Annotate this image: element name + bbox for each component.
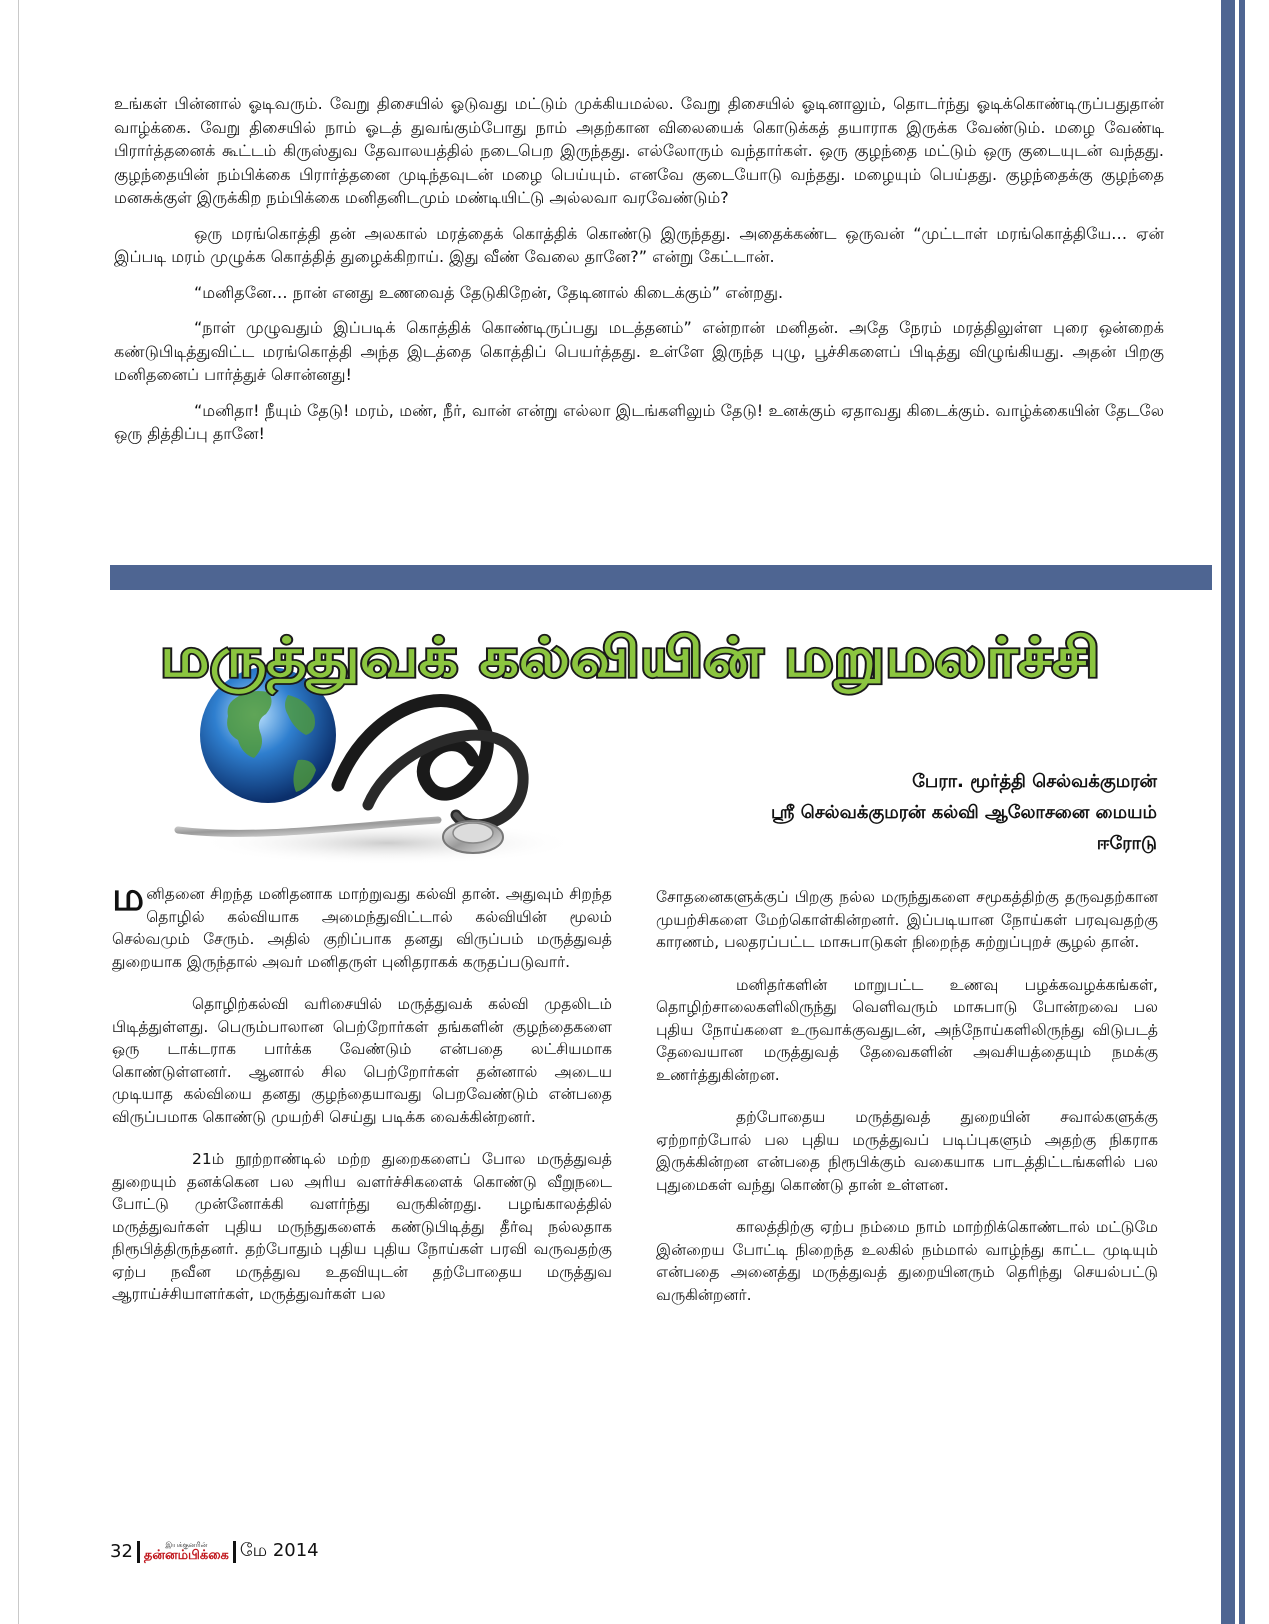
story-paragraph: “மனிதனே… நான் எனது உணவைத் தேடுகிறேன், தேடினால் கிடைக்கும்” என்றது. xyxy=(194,282,784,302)
story-paragraph: “மனிதா! நீயும் தேடு! மரம், மண், நீர், வான் என்று எல்லா இடங்களிலும் தேடு! உனக்கும் ஏதாவது கிடைக்கும். வாழ்க்கையின் தேடலே ஒரு தித்திப்பு தானே! xyxy=(114,400,1164,443)
footer-divider xyxy=(137,1541,140,1563)
page-left-rule xyxy=(18,0,19,1624)
article-paragraph: தொழிற்கல்வி வரிசையில் மருத்துவக் கல்வி முதலிடம் பிடித்துள்ளது. பெரும்பாலான பெற்றோர்கள் தங்களின் குழந்தைகளை ஒரு டாக்டராக பார்க்க வேண்டும் என்பதை லட்சியமாக கொண்டுள்ளனர். ஆனால் சில பெற்றோர்கள் தன்னால் அடைய முடியாத கல்வியை தனது குழந்தையாவது பெறவேண்டும் என்பதை விருப்பமாக கொண்டு முயற்சி செய்து படிக்க வைக்கின்றனர். xyxy=(112,995,612,1126)
author-name: பேரா. மூர்த்தி செல்வக்குமரன் xyxy=(912,771,1157,792)
magazine-logo-tagline: இயக்குனரின் xyxy=(165,1540,208,1549)
story-paragraph: “நாள் முழுவதும் இப்படிக் கொத்திக் கொண்டிருப்பது மடத்தனம்” என்றான் மனிதன். அதே நேரம் மரத்திலுள்ள புரை ஒன்றைக் கண்டுபிடித்துவிட்ட மரங்கொத்தி அந்த இடத்தை கொத்திப் பெயர்த்தது. உள்ளே இருந்த புழு, பூச்சிகளைப் பிடித்து விழுங்கியது. அதன் பிறகு மனிதனைப் பார்த்துச் சொன்னது! xyxy=(114,318,1164,384)
article-title xyxy=(130,612,1130,696)
article-title-text: மருத்துவக் கல்வியின் மறுமலர்ச்சி xyxy=(160,626,986,689)
page-footer xyxy=(110,1540,319,1563)
chestpiece-icon xyxy=(443,821,503,853)
article-paragraph: தற்போதைய மருத்துவத் துறையின் சவால்களுக்கு ஏற்றாற்போல் பல புதிய மருத்துவப் படிப்புகளும் அதற்கு நிகராக இருக்கின்றன என்பதை நிரூபிக்கும் வகையாக பாடத்திட்டங்களில் பல புதுமைகள் வந்து கொண்டு தான் உள்ளன. xyxy=(656,1108,1158,1194)
globe-stethoscope-illustration xyxy=(138,665,578,880)
issue-date: மே 2014 xyxy=(239,1540,319,1561)
magazine-logo-name: தன்னம்பிக்கை xyxy=(143,1547,229,1563)
article-column-right xyxy=(656,886,1158,1326)
magazine-logo xyxy=(144,1542,229,1562)
story-box-bar xyxy=(110,565,1212,590)
side-decoration xyxy=(1221,0,1269,1624)
page-number: 32 xyxy=(110,1541,133,1562)
article-paragraph: காலத்திற்கு ஏற்ப நம்மை நாம் மாற்றிக்கொண்டால் மட்டுமே இன்றைய போட்டி நிறைந்த உலகில் நம்மால் வாழ்ந்து காட்ட முடியும் என்பதை அனைத்து மருத்துவத் துறையினரும் தெரிந்து செயல்பட்டு வருகின்றனர். xyxy=(656,1218,1158,1304)
story-text xyxy=(114,92,1164,458)
article-paragraph: மனிதர்களின் மாறுபட்ட உணவு பழக்கவழக்கங்கள், தொழிற்சாலைகளிலிருந்து வெளிவரும் மாசுபாடு போன்றவை பல புதிய நோய்களை உருவாக்குவதுடன், அந்நோய்களிலிருந்து விடுபடத் தேவையான மருத்துவத் தேவைகளின் அவசியத்தையும் நமக்கு உணர்த்துகின்றன. xyxy=(656,975,1158,1084)
article-paragraph: 21ம் நூற்றாண்டில் மற்ற துறைகளைப் போல மருத்துவத் துறையும் தனக்கென பல அரிய வளர்ச்சிகளைக் கொண்டு வீறுநடை போட்டு முன்னோக்கி வளர்ந்து வருகின்றது. பழங்காலத்தில் மருத்துவர்கள் புதிய மருந்துகளைக் கண்டுபிடித்து தீர்வு நல்லதாக நிரூபித்திருந்தனர். தற்போதும் புதிய புதிய நோய்கள் பரவி வருவதற்கு ஏற்ப நவீன மருத்துவ உதவியுடன் தற்போதைய மருத்துவ ஆராய்ச்சியாளர்கள், மருத்துவர்கள் பல xyxy=(112,1150,612,1303)
footer-divider xyxy=(233,1541,236,1563)
article-paragraph xyxy=(112,873,612,973)
author-block xyxy=(771,766,1157,859)
story-paragraph: ஒரு மரங்கொத்தி தன் அலகால் மரத்தைக் கொத்திக் கொண்டு இருந்தது. அதைக்கண்ட ஒருவன் “முட்டாள் மரங்கொத்தியே… ஏன் இப்படி மரம் முழுக்க கொத்தித் துழைக்கிறாய். இது வீண் வேலை தானே?” என்று கேட்டான். xyxy=(114,223,1164,266)
article-paragraph: சோதனைகளுக்குப் பிறகு நல்ல மருந்துகளை சமூகத்திற்கு தருவதற்கான முயற்சிகளை மேற்கொள்கின்றனர். இப்படியான நோய்கள் பரவுவதற்கு காரணம், பலதரப்பட்ட மாசுபாடுகள் நிறைந்த சுற்றுப்புறச் சூழல் தான். xyxy=(656,888,1158,951)
article-paragraph-text: னிதனை சிறந்த மனிதனாக மாற்றுவது கல்வி தான். அதுவும் சிறந்த தொழில் கல்வியாக அமைந்துவிட்டால் கல்வியின் மூலம் செல்வமும் சேரும். அதில் குறிப்பாக தனது விருப்பம் மருத்துவத் துறையாக இருந்தால் அவர் மனிதருள் புனிதராகக் கருதப்படுவார். xyxy=(112,885,612,971)
drop-cap: ம xyxy=(112,873,145,920)
author-organization: ஸ்ரீ செல்வக்குமரன் கல்வி ஆலோசனை மையம் xyxy=(771,802,1157,823)
author-location: ஈரோடு xyxy=(1096,833,1157,854)
article-column-left xyxy=(112,873,612,1326)
story-paragraph: உங்கள் பின்னால் ஓடிவரும். வேறு திசையில் ஓடுவது மட்டும் முக்கியமல்ல. வேறு திசையில் ஓடினாலும், தொடர்ந்து ஓடிக்கொண்டிருப்பதுதான் வாழ்க்கை. வேறு திசையில் நாம் ஓடத் துவங்கும்போது நாம் அதற்கான விலையைக் கொடுக்கத் தயாராக இருக்க வேண்டும். மழை வேண்டி பிரார்த்தனைக் கூட்டம் கிருஸ்துவ தேவாலயத்தில் நடைபெற இருந்தது. எல்லோரும் வந்தார்கள். ஒரு குழந்தை மட்டும் ஒரு குடையுடன் வந்தது. குழந்தையின் நம்பிக்கை பிரார்த்தனை முடிந்தவுடன் மழை பெய்யும். எனவே குடையோடு வந்தது. மழையும் பெய்தது. குழந்தைக்கு குழந்தை மனசுக்குள் இருக்கிற நம்பிக்கை மனிதனிடமும் மண்டியிட்டு அல்லவா வரவேண்டும்? xyxy=(114,94,1165,207)
